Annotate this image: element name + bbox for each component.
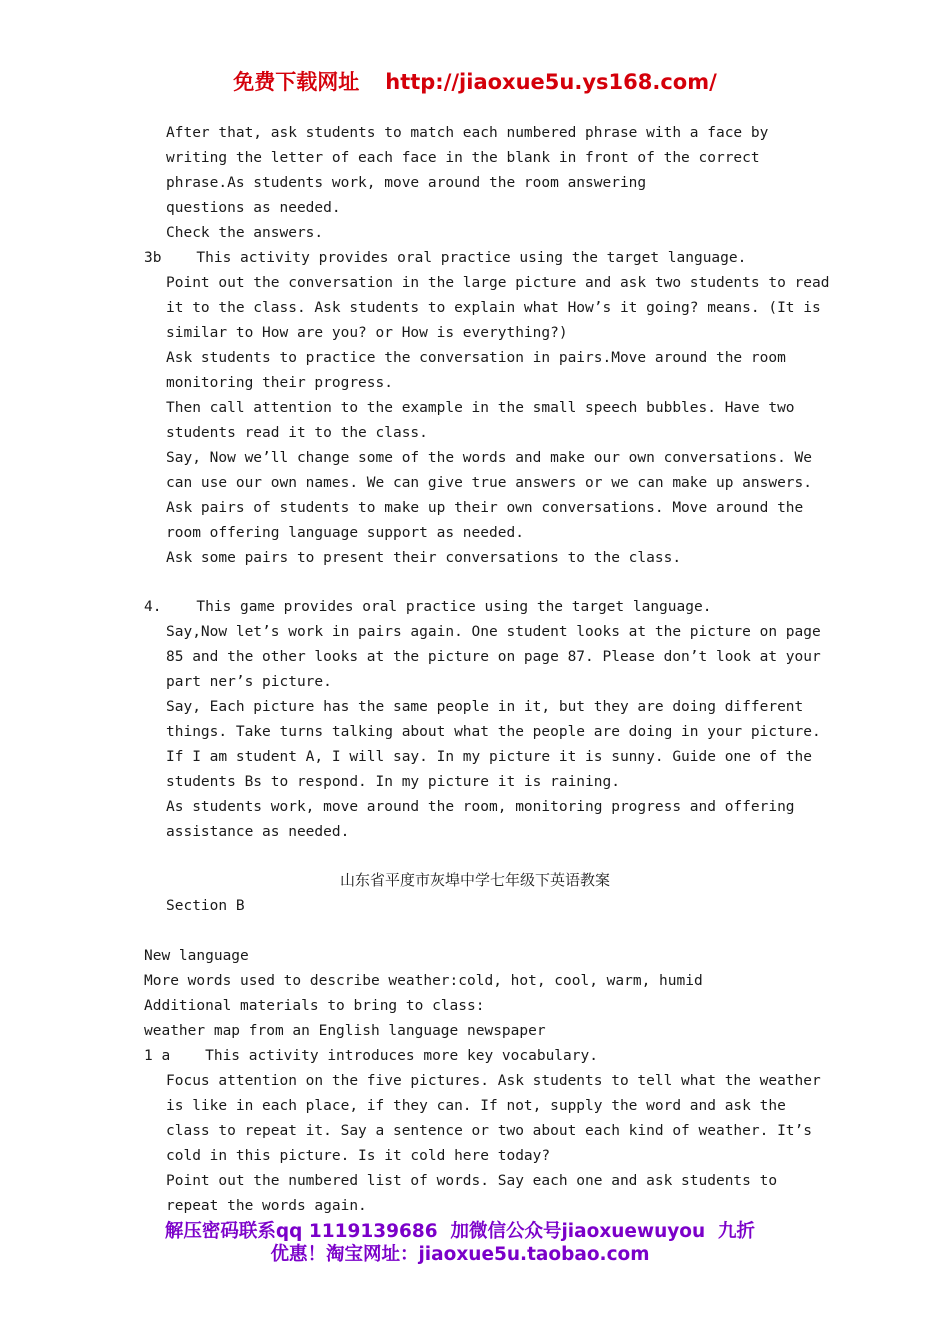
section-heading-3b: 3b This activity provides oral practice using the target language. — [144, 250, 747, 266]
body-line: can use our own names. We can give true answers or we can make up answers. — [166, 475, 813, 491]
body-line: Point out the numbered list of words. Say each one and ask students to — [166, 1173, 778, 1189]
body-line: If I am student A, I will say. In my picture it is sunny. Guide one of the — [166, 749, 813, 765]
section-heading-4: 4. This game provides oral practice using the target language. — [144, 599, 712, 615]
body-line: Ask pairs of students to make up their own conversations. Move around the — [166, 500, 804, 516]
body-line: class to repeat it. Say a sentence or two about each kind of weather. It’s — [166, 1123, 813, 1139]
body-line: Additional materials to bring to class: — [144, 998, 485, 1014]
body-line: As students work, move around the room, monitoring progress and offering — [166, 799, 795, 815]
body-line: weather map from an English language newspaper — [144, 1023, 546, 1039]
body-line: students Bs to respond. In my picture it is raining. — [166, 774, 620, 790]
lesson-plan-title: 山东省平度市灰埠中学七年级下英语教案 — [339, 871, 610, 889]
body-line: Say, Now we’ll change some of the words and make our own conversations. We — [166, 450, 813, 466]
body-line: Say,Now let’s work in pairs again. One student looks at the picture on page — [166, 624, 821, 640]
body-line: Ask students to practice the conversation in pairs.Move around the room — [166, 350, 786, 366]
body-line: Then call attention to the example in the small speech bubbles. Have two — [166, 400, 795, 416]
download-header — [0, 66, 950, 96]
footer-shop-line: 优惠！淘宝网址：jiaoxue5u.taobao.com — [270, 1244, 650, 1265]
body-line: it to the class. Ask students to explain what How’s it going? means. (It is — [166, 300, 821, 316]
body-line: repeat the words again. — [166, 1198, 367, 1214]
section-b-heading: Section B — [166, 898, 245, 914]
body-line: Say, Each picture has the same people in it, but they are doing different — [166, 699, 804, 715]
body-line: assistance as needed. — [166, 824, 350, 840]
body-line: questions as needed. — [166, 200, 341, 216]
body-line: cold in this picture. Is it cold here today? — [166, 1148, 551, 1164]
new-language-heading: New language — [144, 948, 249, 964]
body-line: phrase.As students work, move around the room answering — [166, 175, 647, 191]
body-line: things. Take turns talking about what the people are doing in your picture. — [166, 724, 821, 740]
footer-contact-line: 解压密码联系qq 1119139686 加微信公众号jiaoxuewuyou 九折 — [164, 1221, 756, 1242]
body-line: similar to How are you? or How is everything?) — [166, 325, 568, 341]
body-line: room offering language support as needed. — [166, 525, 524, 541]
body-line: Point out the conversation in the large picture and ask two students to read — [166, 275, 830, 291]
header-label: 免费下载网址 — [233, 70, 360, 94]
header-url-link[interactable]: http://jiaoxue5u.ys168.com/ — [385, 70, 717, 94]
section-heading-1a: 1 a This activity introduces more key vocabulary. — [144, 1048, 598, 1064]
body-line: 85 and the other looks at the picture on page 87. Please don’t look at your — [166, 649, 821, 665]
body-line: Check the answers. — [166, 225, 324, 241]
body-line: writing the letter of each face in the blank in front of the correct — [166, 150, 760, 166]
body-line: monitoring their progress. — [166, 375, 393, 391]
body-line: part ner’s picture. — [166, 674, 332, 690]
body-line: is like in each place, if they can. If not, supply the word and ask the — [166, 1098, 786, 1114]
body-line: More words used to describe weather:cold, hot, cool, warm, humid — [144, 973, 703, 989]
body-line: Focus attention on the five pictures. Ask students to tell what the weather — [166, 1073, 821, 1089]
body-line: Ask some pairs to present their conversations to the class. — [166, 550, 682, 566]
body-line: students read it to the class. — [166, 425, 428, 441]
body-line: After that, ask students to match each numbered phrase with a face by — [166, 125, 769, 141]
